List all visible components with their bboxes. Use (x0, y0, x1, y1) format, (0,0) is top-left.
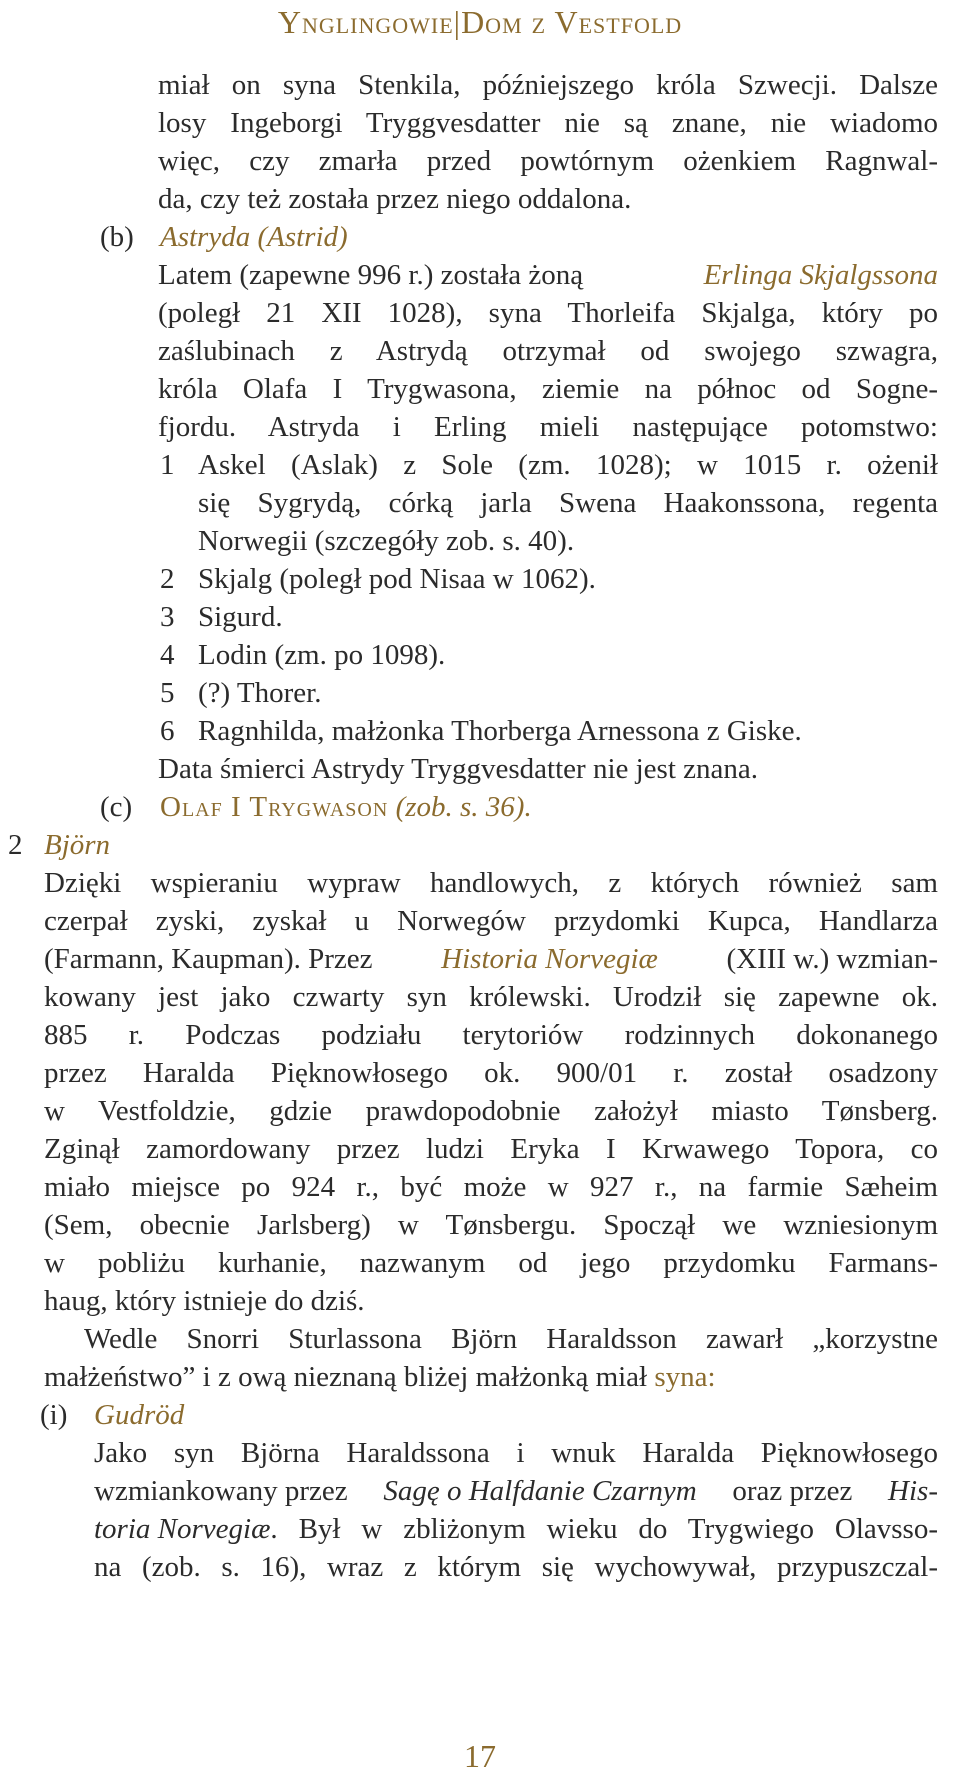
text-line (158, 256, 938, 294)
text-line: czerpał zyski, zyskał u Norwegów przydomki Kupca, Handlarza (44, 905, 938, 937)
child-number: 1 (160, 449, 175, 481)
text-line (44, 940, 938, 978)
text-span: (XIII w.) wzmian- (726, 943, 938, 975)
text-line: haug, który istnieje do dziś. (44, 1285, 365, 1317)
page-number: 17 (464, 1738, 496, 1774)
text-line: Zginął zamordowany przez ludzi Eryka I Krwawego Topora, co (44, 1133, 938, 1165)
text-line: (?) Thorer. (198, 677, 322, 709)
text-line: króla Olafa I Trygwasona, ziemie na północ od Sogne- (158, 373, 938, 405)
text-line: Norwegii (szczegóły zob. s. 40). (198, 525, 575, 557)
text-line: miał on syna Stenkila, późniejszego króla Szwecji. Dalsze (158, 69, 938, 101)
person-link-erling: Erlinga Skjalgssona (703, 259, 938, 291)
item-marker-b: (b) (100, 221, 134, 253)
text-span: oraz przez (732, 1475, 853, 1507)
text-span: Latem (zapewne 996 r.) została żoną (158, 259, 584, 291)
person-name-bjorn: Björn (44, 829, 111, 861)
text-line (44, 1358, 716, 1396)
text-line (94, 1472, 938, 1510)
text-line: Jako syn Björna Haraldssona i wnuk Haralda Pięknowłosego (94, 1437, 938, 1469)
text-line: 885 r. Podczas podziału terytoriów rodzinnych dokonanego (44, 1019, 938, 1051)
text-line: Wedle Snorri Sturlassona Björn Haraldsson zawarł „korzystne (84, 1323, 938, 1355)
text-line: Sigurd. (198, 601, 283, 633)
generation-number: 2 (8, 829, 23, 861)
text-line: się Sygrydą, córką jarla Swena Haakonssona, regenta (198, 487, 938, 519)
person-name-astryda: Astryda (Astrid) (160, 221, 348, 253)
book-title: His- (888, 1475, 938, 1507)
text-line: kowany jest jako czwarty syn królewski. Urodził się zapewne ok. (44, 981, 938, 1013)
text-line: Ragnhilda, małżonka Thorberga Arnessona z Giske. (198, 715, 802, 747)
text-span: wzmiankowany przez (94, 1475, 348, 1507)
text-line (94, 1510, 938, 1548)
person-name-gudrod: Gudröd (94, 1399, 185, 1431)
page-reference: (zob. s. 36). (395, 791, 532, 823)
text-line: losy Ingeborgi Tryggvesdatter nie są znane, nie wiadomo (158, 107, 938, 139)
text-span: (Farmann, Kaupman). Przez (44, 943, 373, 975)
child-number: 2 (160, 563, 175, 595)
text-span: syna: (654, 1361, 716, 1393)
text-line: Skjalg (poległ pod Nisaa w 1062). (198, 563, 596, 595)
book-title: Sagę o Halfdanie Czarnym (383, 1475, 697, 1507)
person-link-olaf: Olaf I Trygwason (160, 791, 389, 823)
text-line: da, czy też została przez niego oddalona. (158, 183, 632, 215)
book-title: toria Norvegiæ (94, 1513, 271, 1545)
text-line: w pobliżu kurhanie, nazwanym od jego przydomku Farmans- (44, 1247, 938, 1279)
book-title: Historia Norvegiæ (441, 943, 658, 975)
item-marker-c: (c) (100, 791, 133, 823)
text-line: Askel (Aslak) z Sole (zm. 1028); w 1015 r. ożenił (198, 449, 938, 481)
text-line (160, 788, 532, 826)
text-line: Lodin (zm. po 1098). (198, 639, 446, 671)
text-span: . Był w zbliżonym wieku do Trygwiego Olavsso- (270, 1513, 938, 1545)
child-number: 5 (160, 677, 175, 709)
child-number: 6 (160, 715, 175, 747)
text-line: Dzięki wspieraniu wypraw handlowych, z których również sam (44, 867, 938, 899)
item-marker-i: (i) (40, 1399, 68, 1431)
running-header: Ynglingowie|Dom z Vestfold (277, 4, 683, 40)
text-line: więc, czy zmarła przed powtórnym ożenkiem Ragnwal- (158, 145, 938, 177)
text-line: Data śmierci Astrydy Tryggvesdatter nie jest znana. (158, 753, 759, 785)
text-line: (poległ 21 XII 1028), syna Thorleifa Skjalga, który po (158, 297, 938, 329)
text-span: małżeństwo” i z ową nieznaną bliżej małżonką miał (44, 1361, 648, 1393)
text-line: w Vestfoldzie, gdzie prawdopodobnie założył miasto Tønsberg. (44, 1095, 938, 1127)
text-line: fjordu. Astryda i Erling mieli następujące potomstwo: (158, 411, 938, 443)
text-line: na (zob. s. 16), wraz z którym się wychowywał, przypuszczal- (94, 1551, 938, 1583)
text-line: miało miejsce po 924 r., być może w 927 r., na farmie Sæheim (44, 1171, 938, 1203)
text-line: zaślubinach z Astrydą otrzymał od swojego szwagra, (158, 335, 938, 367)
text-line: przez Haralda Pięknowłosego ok. 900/01 r. został osadzony (44, 1057, 938, 1089)
text-line: (Sem, obecnie Jarlsberg) w Tønsbergu. Spoczął we wzniesionym (44, 1209, 938, 1241)
child-number: 3 (160, 601, 175, 633)
child-number: 4 (160, 639, 175, 671)
